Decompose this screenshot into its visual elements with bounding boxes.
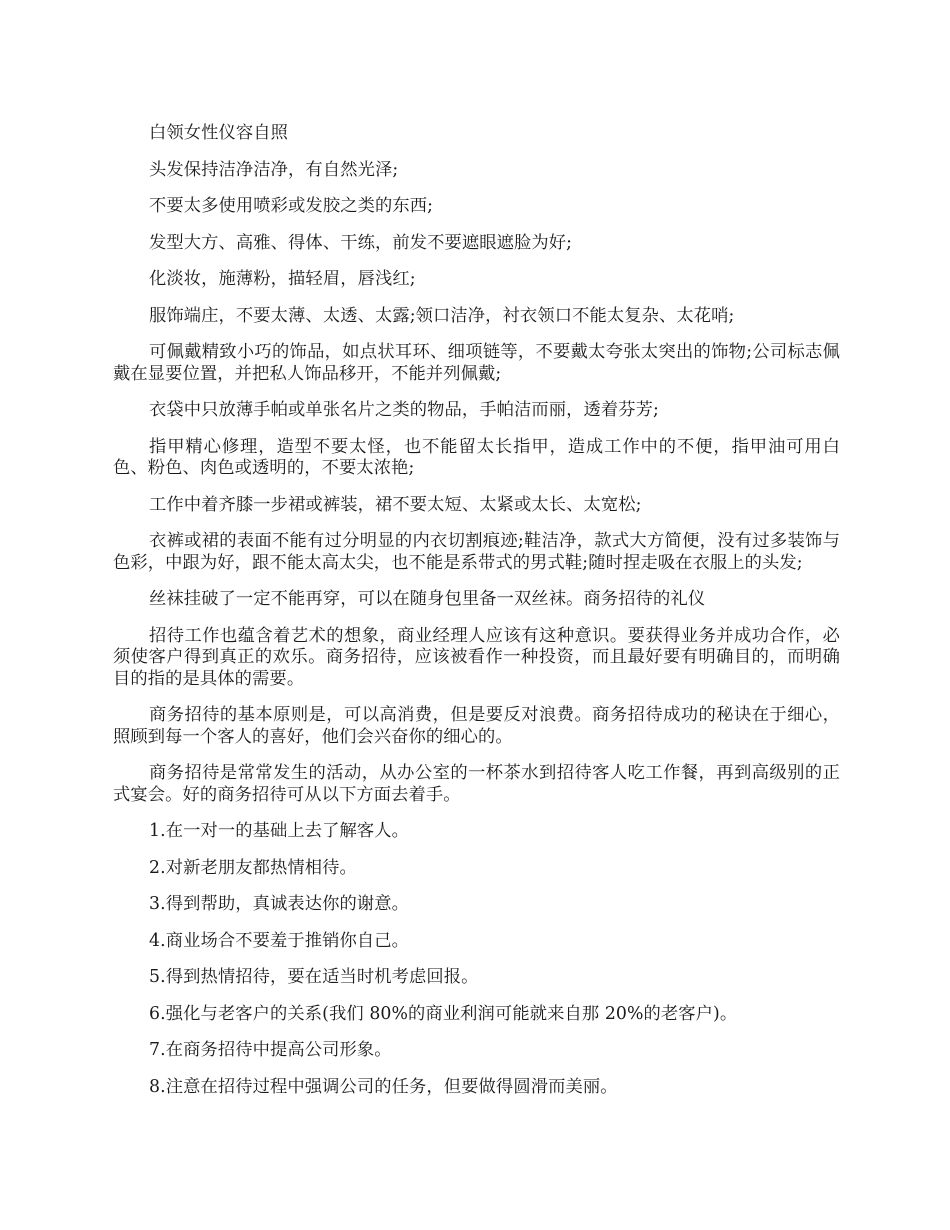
list-item: 8.注意在招待过程中强调公司的任务，但要做得圆滑而美丽。 bbox=[149, 1076, 618, 1097]
paragraph: 衣裤或裙的表面不能有过分明显的内衣切割痕迹;鞋洁净，款式大方简便，没有过多装饰与色彩，中跟为好，跟不能太高太尖，也不能是系带式的男式鞋;随时捏走吸在衣服上的头发; bbox=[113, 531, 840, 573]
paragraph: 商务招待是常常发生的活动，从办公室的一杯茶水到招待客人吃工作餐，再到高级别的正式宴会。好的商务招待可从以下方面去着手。 bbox=[113, 763, 840, 805]
paragraph: 不要太多使用喷彩或发胶之类的东西; bbox=[149, 196, 434, 216]
paragraph: 头发保持洁净洁净，有自然光泽; bbox=[149, 159, 399, 180]
paragraph: 丝袜挂破了一定不能再穿，可以在随身包里备一双丝袜。商务招待的礼仪 bbox=[149, 589, 706, 609]
document-title: 白领女性仪容自照 bbox=[149, 123, 289, 143]
list-item: 1.在一对一的基础上去了解客人。 bbox=[149, 821, 410, 841]
list-item: 3.得到帮助，真诚表达你的谢意。 bbox=[149, 894, 410, 914]
paragraph: 化淡妆，施薄粉，描轻眉，唇浅红; bbox=[149, 269, 416, 289]
list-item: 6.强化与老客户的关系(我们 80%的商业利润可能就来自那 20%的老客户)。 bbox=[149, 1003, 738, 1024]
paragraph: 指甲精心修理，造型不要太怪，也不能留太长指甲，造成工作中的不便，指甲油可用白色、粉色、肉色或透明的，不要太浓艳; bbox=[113, 436, 840, 478]
paragraph: 商务招待的基本原则是，可以高消费，但是要反对浪费。商务招待成功的秘诀在于细心，照顾到每一个客人的喜好，他们会兴奋你的细心的。 bbox=[113, 705, 840, 747]
list-item: 5.得到热情招待，要在适当时机考虑回报。 bbox=[149, 967, 479, 987]
document-body bbox=[113, 123, 840, 1113]
paragraph: 发型大方、高雅、得体、干练，前发不要遮眼遮脸为好; bbox=[149, 232, 573, 253]
paragraph: 工作中着齐膝一步裙或裤装，裙不要太短、太紧或太长、太宽松; bbox=[149, 494, 642, 515]
list-item: 4.商业场合不要羞于推销你自己。 bbox=[149, 930, 410, 951]
list-item: 7.在商务招待中提高公司形象。 bbox=[149, 1040, 392, 1060]
paragraph: 可佩戴精致小巧的饰品，如点状耳环、细项链等，不要戴太夸张太突出的饰物;公司标志佩戴在显要位置，并把私人饰品移开，不能并列佩戴; bbox=[113, 342, 840, 384]
paragraph: 衣袋中只放薄手帕或单张名片之类的物品，手帕洁而丽，透着芬芳; bbox=[149, 400, 659, 420]
list-item: 2.对新老朋友都热情相待。 bbox=[149, 857, 357, 878]
paragraph: 招待工作也蕴含着艺术的想象，商业经理人应该有这种意识。要获得业务并成功合作，必须使客户得到真正的欢乐。商务招待，应该被看作一种投资，而且最好要有明确目的，而明确目的指的是具体的需要。 bbox=[113, 625, 840, 689]
paragraph: 服饰端庄，不要太薄、太透、太露;领口洁净，衬衣领口不能太复杂、太花哨; bbox=[149, 305, 735, 326]
